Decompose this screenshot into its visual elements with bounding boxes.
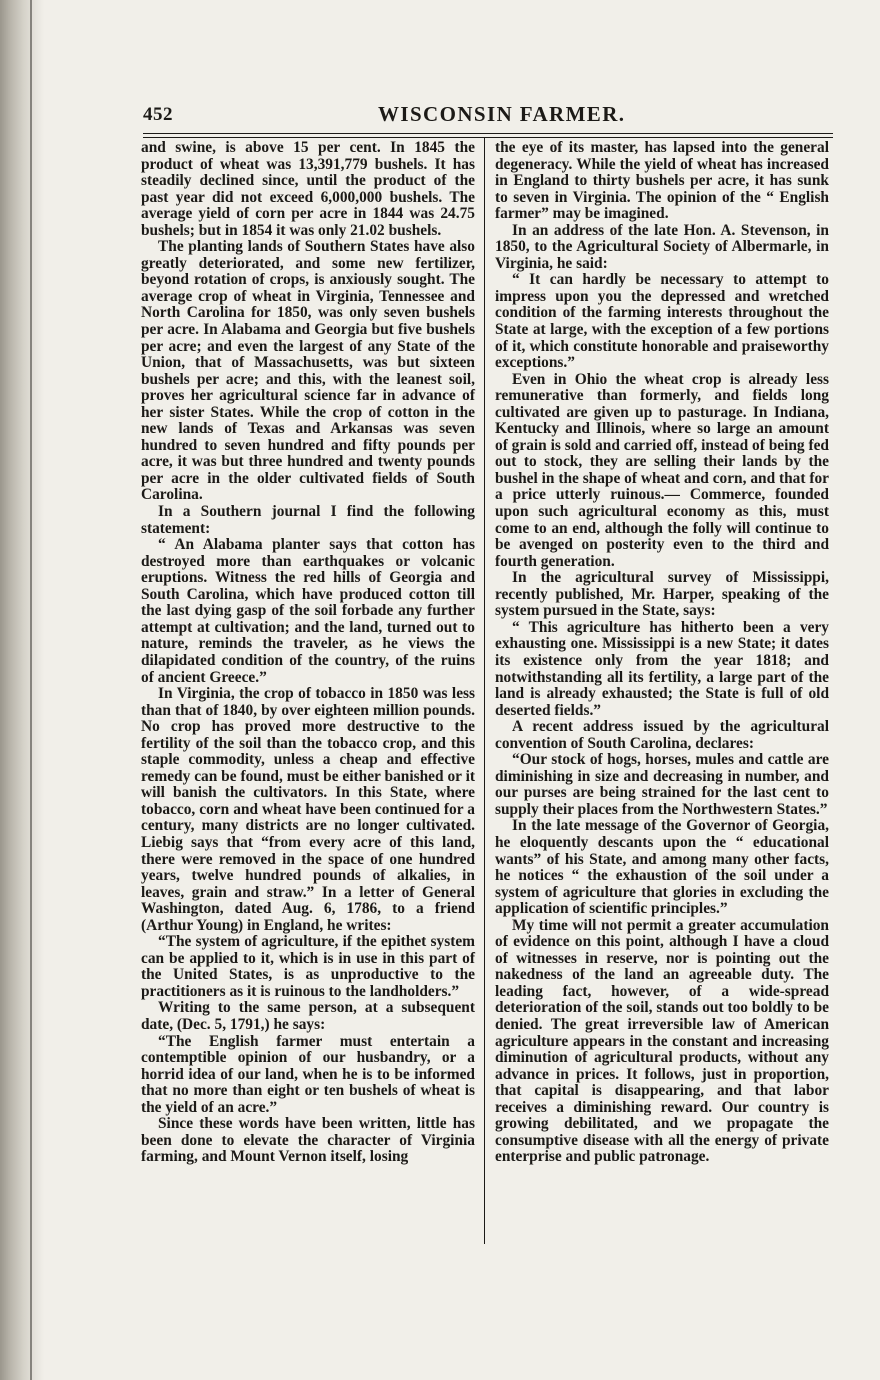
page-number: 452	[143, 104, 173, 125]
paragraph: “ This agriculture has hitherto been a very exhausting one. Mississippi is a new State; it dates its existence only from the year 1818; and notwithstanding all its fertility, a large part of the land is already exhausted; the State is full of old deserted fields.”	[495, 618, 829, 719]
paragraph: In Virginia, the crop of tobacco in 1850 was less than that of 1840, by over eighteen million pounds. No crop has proved more destructive to the fertility of the soil than the tobacco crop, and this staple commodity, unless a cheap and effective remedy can be found, must be either banished or it will banish the cultivators. In this State, where tobacco, corn and wheat have been continued for a century, many districts are no longer cultivated. Liebig says that “from every acre of this land, there were removed in the space of one hundred years, twelve hundred pounds of alkalies, in leaves, grain and straw.” In a letter of General Washington, dated Aug. 6, 1786, to a friend (Arthur Young) in England, he writes:	[141, 685, 475, 934]
paragraph: “Our stock of hogs, horses, mules and cattle are diminishing in size and decreasing in number, and our purses are being strained for the last cent to supply their places from the Northwestern States.”	[495, 751, 829, 818]
page-header	[143, 100, 833, 130]
paragraph: “ An Alabama planter says that cotton has destroyed more than earthquakes or volcanic eruptions. Witness the red hills of Georgia and South Carolina, which have produced cotton till the last dying gasp of the soil forbade any further attempt at cultivation; and the land, turned out to nature, reminds the traveler, as he views the dilapidated condition of the country, of the ruins of ancient Greece.”	[141, 536, 475, 686]
paragraph: the eye of its master, has lapsed into the general degeneracy. While the yield of wheat has increased in England to thirty bushels per acre, it has sunk to seven in Virginia. The opinion of the “ English farmer” may be imagined.	[495, 139, 829, 223]
paragraph: Writing to the same person, at a subsequent date, (Dec. 5, 1791,) he says:	[141, 999, 475, 1033]
paragraph: Since these words have been written, little has been done to elevate the character of Virginia farming, and Mount Vernon itself, losing	[141, 1115, 475, 1166]
paragraph: Even in Ohio the wheat crop is already less remunerative than formerly, and fields long cultivated are given up to pasturage. In Indiana, Kentucky and Illinois, where so large an amount of grain is sold and carried off, instead of being fed out to stock, they are selling their lands by the bushel in the shape of wheat and corn, and that for a price utterly ruinous.— Commerce, founded upon such agricultural economy as this, must come to an end, although the folly will continue to be avenged on posterity even to the third and fourth generation.	[495, 370, 829, 570]
paragraph: My time will not permit a greater accumulation of evidence on this point, although I have a cloud of witnesses in reserve, nor is pointing out the nakedness of the land an agreeable duty. The leading fact, however, of a wide-spread deterioration of the soil, stands out too boldly to be denied. The great irreversible law of American agriculture appears in the constant and increasing diminution of agricultural products, without any advance in prices. It follows, just in proportion, that capital is disappearing, and that labor receives a diminishing reward. Our country is growing debilitated, and we propagate the consumptive disease with all the energy of private enterprise and public patronage.	[495, 916, 829, 1166]
paragraph: In the late message of the Governor of Georgia, he eloquently descants upon the “ educational wants” of his State, and among many other facts, he notices “ the exhaustion of the soil under a system of agriculture that glories in excluding the application of scientific principles.”	[495, 817, 829, 918]
right-column	[495, 140, 829, 1166]
binding-edge-line	[30, 0, 32, 1380]
paragraph: “The English farmer must entertain a contemptible opinion of our husbandry, or a horrid idea of our land, when he is to be informed that no more than eight or ten bushels of wheat is the yield of an acre.”	[141, 1032, 475, 1116]
book-binding-shadow	[0, 0, 44, 1380]
paragraph: In a Southern journal I find the following statement:	[141, 503, 475, 537]
paragraph: The planting lands of Southern States have also greatly deteriorated, and some new fertilizer, beyond rotation of crops, is anxiously sought. The average crop of wheat in Virginia, Tennessee and North Carolina for 1850, was only seven bushels per acre. In Alabama and Georgia but five bushels per acre; and even the largest of any State of the Union, that of Massachusetts, was but sixteen bushels per acre; and this, with the leanest soil, proves her agricultural science far in advance of her sister States. While the crop of cotton in the new lands of Texas and Arkansas was seven hundred to seven hundred and fifty pounds per acre, it was but three hundred and twenty pounds per acre in the older cultivated fields of South Carolina.	[141, 238, 475, 504]
header-rule	[143, 133, 833, 138]
running-title: WISCONSIN FARMER.	[378, 102, 626, 126]
paragraph: In an address of the late Hon. A. Stevenson, in 1850, to the Agricultural Society of Albermarle, in Virginia, he said:	[495, 221, 829, 272]
paragraph: In the agricultural survey of Mississippi, recently published, Mr. Harper, speaking of the system pursued in the State, says:	[495, 569, 829, 620]
paragraph: A recent address issued by the agricultural convention of South Carolina, declares:	[495, 718, 829, 752]
paragraph: “The system of agriculture, if the epithet system can be applied to it, which is in use in this part of the United States, is as unproductive to the practitioners as it is ruinous to the landholders.”	[141, 933, 475, 1000]
left-column	[141, 140, 475, 1166]
column-divider	[484, 137, 485, 1244]
paragraph: “ It can hardly be necessary to attempt to impress upon you the depressed and wretched condition of the farming interests throughout the State at large, with the exception of a few portions of it, which constitute honorable and praiseworthy exceptions.”	[495, 271, 829, 372]
paragraph: and swine, is above 15 per cent. In 1845 the product of wheat was 13,391,779 bushels. It has steadily declined since, until the product of the past year did not exceed 6,000,000 bushels. The average yield of corn per acre in 1844 was 24.75 bushels; but in 1854 it was only 21.02 bushels.	[141, 139, 475, 239]
